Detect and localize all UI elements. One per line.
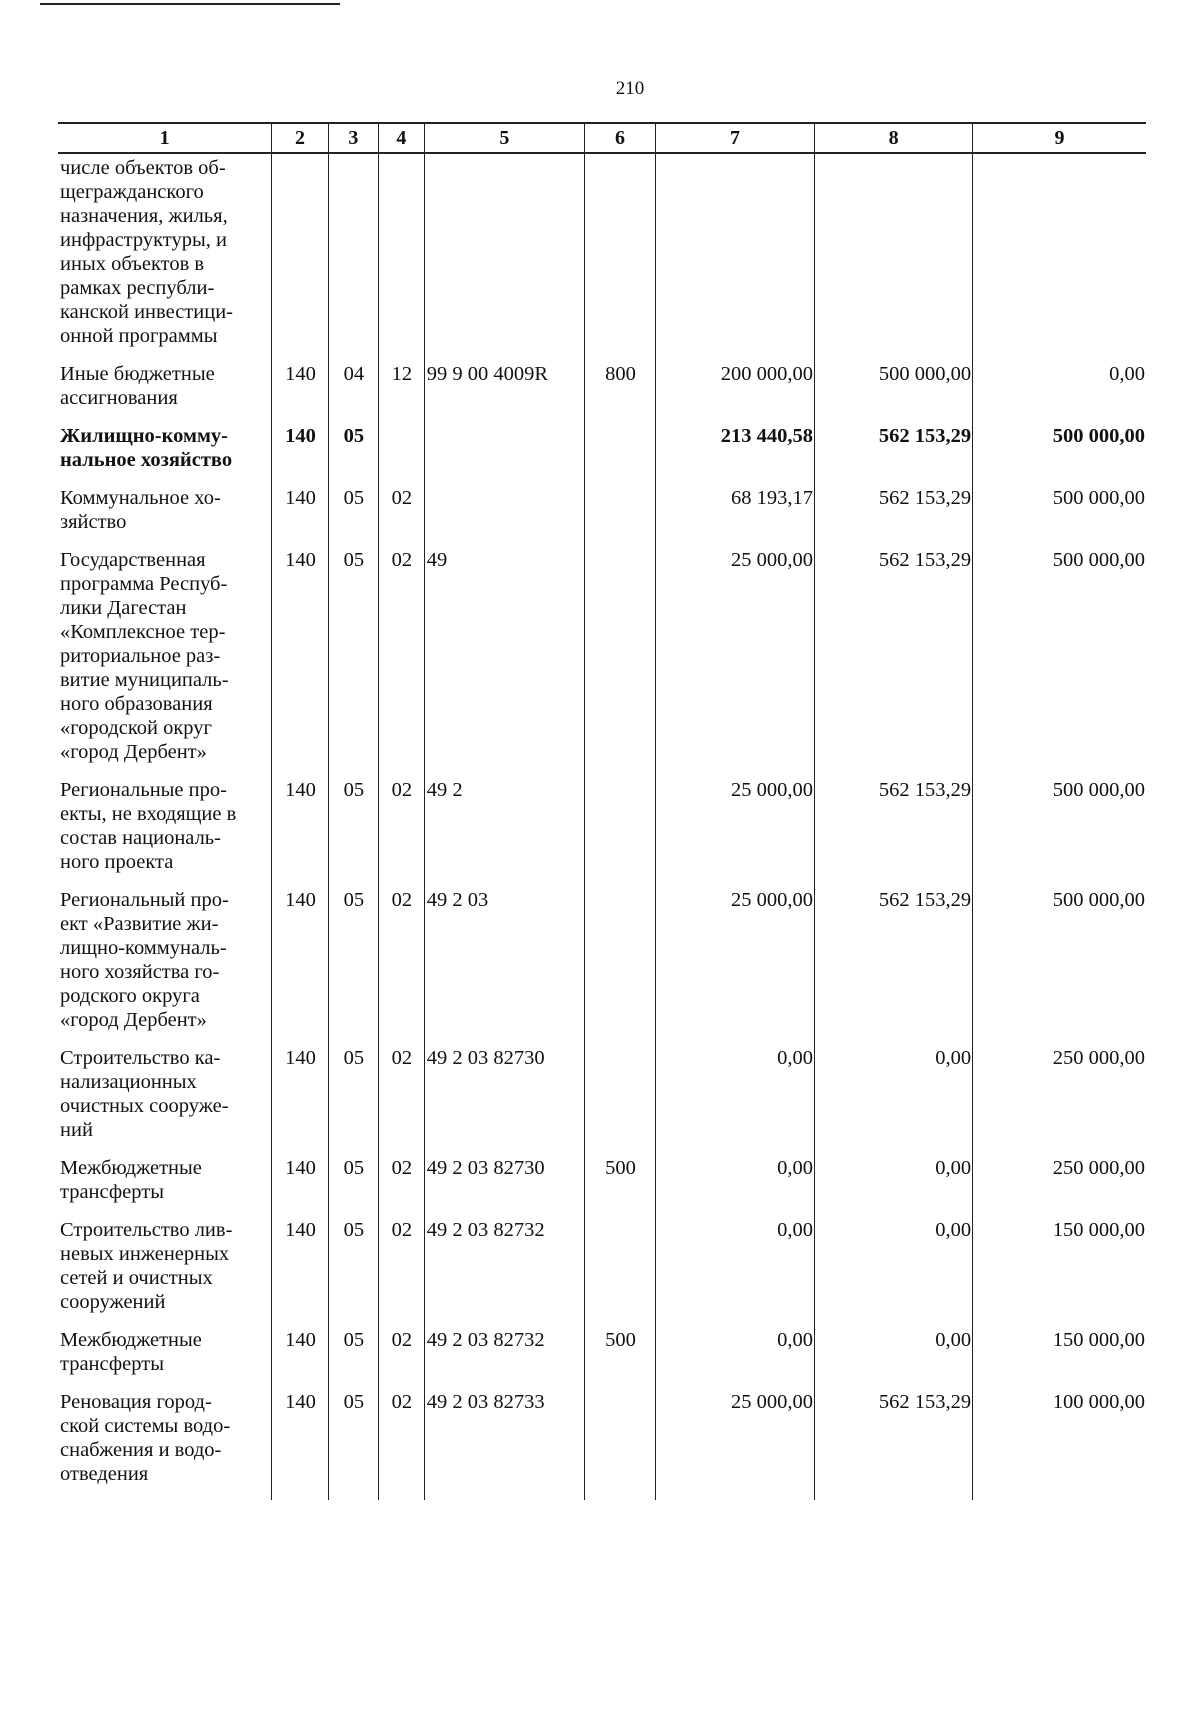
code-ministry-cell: 140 [272,362,329,424]
subsection-cell: 02 [379,778,425,888]
budget-table [58,122,1146,1500]
code-ministry-cell: 140 [272,1328,329,1390]
amount-col8-cell: 562 153,29 [815,778,973,888]
amount-col7-cell: 200 000,00 [655,362,814,424]
subsection-cell: 02 [379,1218,425,1328]
amount-col7-cell: 25 000,00 [655,888,814,1046]
section-cell: 04 [328,362,378,424]
amount-col8-cell: 0,00 [815,1218,973,1328]
row-name-cell: Региональные про- екты, не входящие в состав националь- ного проекта [60,779,237,873]
code-ministry-cell: 140 [272,1218,329,1328]
section-cell: 05 [328,1328,378,1390]
section-cell: 05 [328,486,378,548]
section-cell: 05 [328,1046,378,1156]
column-header-7: 7 [655,123,814,153]
amount-col7-cell: 25 000,00 [655,1390,814,1500]
subsection-cell [379,424,425,486]
table-body [58,153,1146,1500]
code-ministry-cell: 140 [272,486,329,548]
amount-col9-cell [973,153,1146,362]
target-article-cell: 99 9 00 4009R [424,362,584,424]
target-article-cell [424,153,584,362]
section-cell: 05 [328,1218,378,1328]
target-article-cell: 49 2 03 82733 [424,1390,584,1500]
amount-col9-cell: 0,00 [973,362,1146,424]
page-number: 210 [615,78,645,99]
table-row [58,1156,1146,1218]
amount-col9-cell: 500 000,00 [973,486,1146,548]
subsection-cell: 02 [379,1390,425,1500]
target-article-cell: 49 [424,548,584,778]
target-article-cell: 49 2 03 82730 [424,1046,584,1156]
amount-col8-cell: 562 153,29 [815,548,973,778]
section-cell: 05 [328,778,378,888]
subsection-cell: 02 [379,1156,425,1218]
row-name-cell: Строительство лив- невых инженерных сетей и очистных сооружений [60,1219,233,1313]
subsection-cell: 02 [379,486,425,548]
amount-col7-cell: 25 000,00 [655,778,814,888]
target-article-cell [424,424,584,486]
expense-type-cell [585,1390,656,1500]
table-row [58,486,1146,548]
table-row [58,778,1146,888]
section-cell: 05 [328,1156,378,1218]
row-name-cell: Строительство ка- нализационных очистных сооруже- ний [60,1047,229,1141]
amount-col7-cell: 68 193,17 [655,486,814,548]
amount-col7-cell [655,153,814,362]
row-name-cell: Межбюджетные трансферты [60,1157,202,1203]
section-cell: 05 [328,888,378,1046]
column-header-6: 6 [585,123,656,153]
code-ministry-cell [272,153,329,362]
expense-type-cell [585,548,656,778]
table-row [58,362,1146,424]
expense-type-cell [585,888,656,1046]
subsection-cell: 02 [379,1328,425,1390]
amount-col9-cell: 250 000,00 [973,1046,1146,1156]
expense-type-cell: 500 [585,1328,656,1390]
subsection-cell: 02 [379,888,425,1046]
row-name-cell: Реновация город- ской системы водо- снабжения и водо- отведения [60,1391,231,1485]
subsection-cell: 12 [379,362,425,424]
code-ministry-cell: 140 [272,1156,329,1218]
expense-type-cell: 500 [585,1156,656,1218]
row-name-cell: Иные бюджетные ассигнования [60,363,215,409]
column-header-9: 9 [973,123,1146,153]
subsection-cell [379,153,425,362]
column-header-1: 1 [58,123,272,153]
row-name-cell: Региональный про- ект «Развитие жи- лищно-коммуналь- ного хозяйства го- родского округа «город Дербент» [60,889,229,1031]
amount-col9-cell: 500 000,00 [973,424,1146,486]
expense-type-cell [585,1218,656,1328]
amount-col7-cell: 25 000,00 [655,548,814,778]
column-header-4: 4 [379,123,425,153]
amount-col8-cell: 500 000,00 [815,362,973,424]
subsection-cell: 02 [379,1046,425,1156]
expense-type-cell: 800 [585,362,656,424]
column-header-8: 8 [815,123,973,153]
table-row [58,424,1146,486]
row-name-cell: Жилищно-комму- нальное хозяйство [60,425,233,471]
code-ministry-cell: 140 [272,1046,329,1156]
code-ministry-cell: 140 [272,424,329,486]
amount-col9-cell: 100 000,00 [973,1390,1146,1500]
section-cell: 05 [328,1390,378,1500]
table-row [58,1218,1146,1328]
section-cell: 05 [328,424,378,486]
amount-col9-cell: 500 000,00 [973,548,1146,778]
code-ministry-cell: 140 [272,548,329,778]
column-header-2: 2 [272,123,329,153]
amount-col9-cell: 250 000,00 [973,1156,1146,1218]
table-row [58,888,1146,1046]
amount-col8-cell: 562 153,29 [815,1390,973,1500]
column-header-5: 5 [424,123,584,153]
amount-col9-cell: 150 000,00 [973,1218,1146,1328]
column-header-3: 3 [328,123,378,153]
amount-col7-cell: 213 440,58 [655,424,814,486]
amount-col8-cell: 562 153,29 [815,424,973,486]
table-header-row [58,123,1146,153]
section-cell: 05 [328,548,378,778]
top-rule [40,3,340,5]
section-cell [328,153,378,362]
target-article-cell: 49 2 03 82730 [424,1156,584,1218]
table-row [58,1390,1146,1500]
amount-col8-cell: 562 153,29 [815,486,973,548]
row-name-cell: Государственная программа Респуб- лики Дагестан «Комплексное тер- риториальное раз- витие муниципаль- ного образования «городской округ «город Дербент» [60,549,229,763]
row-name-cell: Коммунальное хо- зяйство [60,487,221,533]
target-article-cell: 49 2 03 [424,888,584,1046]
amount-col7-cell: 0,00 [655,1156,814,1218]
amount-col8-cell: 0,00 [815,1156,973,1218]
code-ministry-cell: 140 [272,1390,329,1500]
amount-col9-cell: 500 000,00 [973,888,1146,1046]
target-article-cell: 49 2 03 82732 [424,1328,584,1390]
table-row [58,1046,1146,1156]
target-article-cell: 49 2 03 82732 [424,1218,584,1328]
target-article-cell [424,486,584,548]
target-article-cell: 49 2 [424,778,584,888]
expense-type-cell [585,778,656,888]
amount-col9-cell: 500 000,00 [973,778,1146,888]
amount-col8-cell: 0,00 [815,1046,973,1156]
amount-col8-cell: 562 153,29 [815,888,973,1046]
row-name-cell: числе объектов об- щегражданского назначения, жилья, инфраструктуры, и иных объектов в рамках республи- канской инвестици- онной программы [60,157,233,347]
table-row [58,548,1146,778]
subsection-cell: 02 [379,548,425,778]
row-name-cell: Межбюджетные трансферты [60,1329,202,1375]
expense-type-cell [585,424,656,486]
amount-col8-cell: 0,00 [815,1328,973,1390]
amount-col8-cell [815,153,973,362]
code-ministry-cell: 140 [272,778,329,888]
table-row [58,153,1146,362]
expense-type-cell [585,153,656,362]
amount-col7-cell: 0,00 [655,1218,814,1328]
table-row [58,1328,1146,1390]
expense-type-cell [585,1046,656,1156]
expense-type-cell [585,486,656,548]
amount-col9-cell: 150 000,00 [973,1328,1146,1390]
amount-col7-cell: 0,00 [655,1046,814,1156]
code-ministry-cell: 140 [272,888,329,1046]
amount-col7-cell: 0,00 [655,1328,814,1390]
